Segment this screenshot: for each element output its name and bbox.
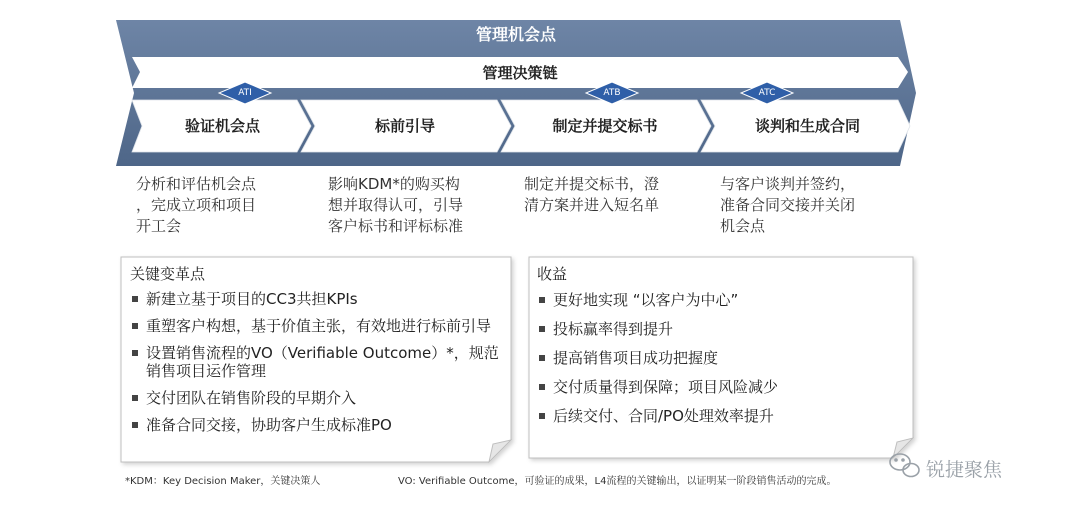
list-item: 提高销售项目成功把握度: [537, 349, 902, 367]
benefits-list: [537, 291, 902, 425]
list-item: 交付团队在销售阶段的早期介入: [130, 389, 500, 407]
description-line: 客户标书和评标标准: [328, 217, 464, 235]
footnote-vo: VO: Verifiable Outcome，可验证的成果，L4流程的关键输出，以证明某一阶段销售活动的完成。: [398, 476, 837, 487]
gate-label-atb: ATB: [603, 88, 621, 98]
description-line: 准备合同交接并关闭: [720, 196, 856, 214]
stage-description-pre-bid: [328, 174, 513, 237]
list-item: 投标赢率得到提升: [537, 320, 902, 338]
list-item: 新建立基于项目的CC3共担KPIs: [130, 290, 500, 308]
stage-description-verify: [136, 174, 296, 237]
brand-name: 锐捷聚焦: [926, 459, 1003, 481]
stage-label-pre-bid: 标前引导: [374, 117, 435, 135]
key-changes-list: [130, 290, 500, 434]
description-line: 想并取得认可，引导: [328, 196, 464, 214]
stage-label-bid: 制定并提交标书: [552, 117, 658, 135]
description-line: 与客户谈判并签约，: [720, 175, 856, 193]
wechat-logo-icon: [890, 454, 919, 477]
gate-label-ati: ATI: [238, 88, 252, 98]
stage-description-bid: [524, 174, 709, 216]
description-line: 机会点: [720, 217, 766, 235]
list-item: 后续交付、合同/PO处理效率提升: [537, 407, 902, 425]
description-line: 分析和评估机会点: [136, 175, 257, 193]
description-line: 制定并提交标书，澄: [524, 175, 660, 193]
management-band-title: 管理机会点: [475, 25, 556, 44]
list-item: 设置销售流程的VO（Verifiable Outcome）*，规范销售项目运作管理: [130, 344, 500, 380]
stage-label-contract: 谈判和生成合同: [754, 117, 860, 135]
list-item: 重塑客户构想，基于价值主张，有效地进行标前引导: [130, 317, 500, 335]
footnote-kdm: *KDM：Key Decision Maker，关键决策人: [125, 476, 321, 487]
stage-label-verify: 验证机会点: [184, 117, 260, 135]
description-line: 开工会: [136, 217, 182, 235]
list-item: 更好地实现 “以客户为中心”: [537, 291, 902, 309]
description-line: ，完成立项和项目: [136, 196, 257, 214]
description-line: 清方案并进入短名单: [524, 196, 660, 214]
list-item: 准备合同交接，协助客户生成标准PO: [130, 416, 500, 434]
description-line: 影响KDM*的购买构: [328, 175, 460, 193]
gate-label-atc: ATC: [758, 88, 776, 98]
key-changes-title: 关键变革点: [130, 265, 206, 283]
benefits-title: 收益: [537, 265, 568, 283]
stage-description-contract: [720, 174, 905, 237]
decision-chain-title: 管理决策链: [482, 64, 558, 82]
list-item: 交付质量得到保障；项目风险减少: [537, 378, 902, 396]
